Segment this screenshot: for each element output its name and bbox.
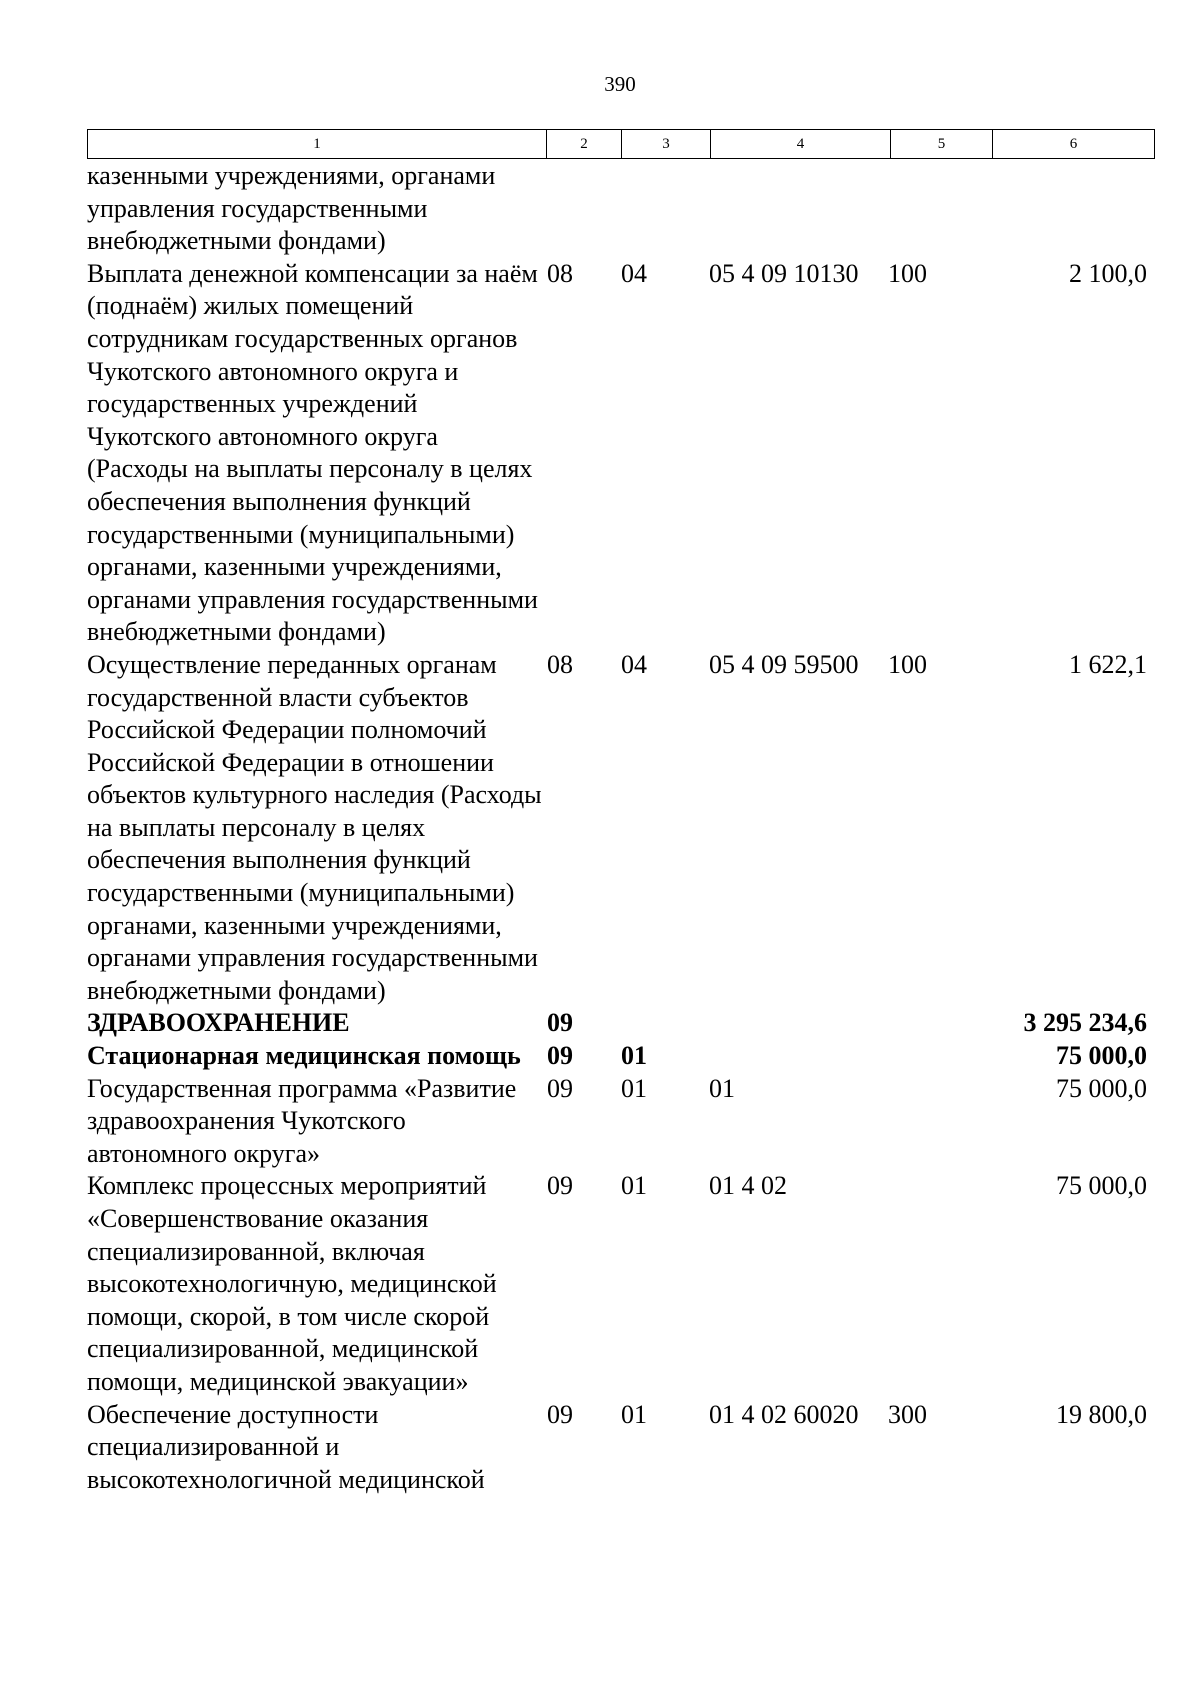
table-body: [87, 160, 1148, 1496]
row-target-article: [707, 1007, 886, 1040]
table-header: [87, 129, 1155, 159]
table-row: [87, 160, 1148, 258]
row-section: [545, 160, 619, 258]
page-number: 390: [604, 72, 636, 96]
row-name: Стационарная медицинская помощь: [87, 1041, 521, 1071]
table-row: [87, 1399, 1148, 1497]
row-target-article: [707, 1040, 886, 1073]
row-subsection: [619, 160, 707, 258]
row-amount: 75 000,0: [1056, 1171, 1147, 1201]
row-target-article: 05 4 09 10130: [709, 258, 859, 288]
row-target-article: [707, 160, 886, 258]
row-amount: [987, 160, 1148, 258]
row-subsection: 04: [621, 258, 647, 288]
row-name: Комплекс процессных мероприятий «Совершенствование оказания специализированной, включая высокотехнологичную, медицинской помощи, скорой, в том числе скорой специализированной, медицинской помощи, медицинской эвакуации»: [87, 1171, 497, 1396]
row-subsection: 01: [621, 1171, 647, 1201]
row-amount: 2 100,0: [1069, 258, 1147, 288]
row-name: Осуществление переданных органам государственной власти субъектов Российской Федерации полномочий Российской Федерации в отношении объектов культурного наследия (Расходы на выплаты персоналу в целях обеспечения выполнения функций государственными (муниципальными) органами, казенными учреждениями, органами управления государственными внебюджетными фондами): [87, 649, 542, 1005]
row-name: Государственная программа «Развитие здравоохранения Чукотского автономного округа»: [87, 1073, 517, 1168]
row-section: 09: [547, 1073, 573, 1103]
row-amount: 75 000,0: [1056, 1041, 1147, 1071]
row-amount: 3 295 234,6: [1023, 1008, 1147, 1038]
row-expense-type: [886, 1040, 987, 1073]
row-subsection: 01: [621, 1399, 647, 1429]
row-amount: 19 800,0: [1056, 1399, 1147, 1429]
row-expense-type: 300: [888, 1399, 927, 1429]
budget-table: [87, 160, 1148, 1496]
row-expense-type: [886, 1073, 987, 1171]
row-section: 08: [547, 258, 573, 288]
row-expense-type: [886, 1007, 987, 1040]
table-row: [87, 258, 1148, 649]
table-row-section-heading: [87, 1007, 1148, 1040]
row-section: 09: [547, 1008, 573, 1038]
table-row-subsection-heading: [87, 1040, 1148, 1073]
row-expense-type: 100: [888, 649, 927, 679]
row-target-article: 01 4 02 60020: [709, 1399, 859, 1429]
table-row: [87, 1170, 1148, 1398]
row-subsection: 01: [621, 1073, 647, 1103]
row-expense-type: [886, 1170, 987, 1398]
row-subsection: [619, 1007, 707, 1040]
row-expense-type: [886, 160, 987, 258]
row-section: 09: [547, 1399, 573, 1429]
row-name: Выплата денежной компенсации за наём (поднаём) жилых помещений сотрудникам государственных органов Чукотского автономного округа и государственных учреждений Чукотского автономного округа (Расходы на выплаты персоналу в целях обеспечения выполнения функций государственными (муниципальными) органами, казенными учреждениями, органами управления государственными внебюджетными фондами): [87, 258, 538, 647]
row-amount: 1 622,1: [1069, 649, 1147, 679]
row-name: ЗДРАВООХРАНЕНИЕ: [87, 1008, 350, 1038]
table-row: [87, 649, 1148, 1008]
row-section: 08: [547, 649, 573, 679]
header-col-1: 1: [88, 130, 547, 159]
row-target-article: 05 4 09 59500: [709, 649, 859, 679]
row-name: Обеспечение доступности специализированной и высокотехнологичной медицинской: [87, 1399, 485, 1494]
header-col-2: 2: [547, 130, 622, 159]
table-row: [87, 1073, 1148, 1171]
header-col-5: 5: [891, 130, 993, 159]
row-target-article: 01: [709, 1073, 735, 1103]
header-col-4: 4: [711, 130, 891, 159]
row-section: 09: [547, 1171, 573, 1201]
row-target-article: 01 4 02: [709, 1171, 787, 1201]
row-section: 09: [547, 1041, 573, 1071]
row-subsection: 04: [621, 649, 647, 679]
header-col-6: 6: [993, 130, 1155, 159]
row-expense-type: 100: [888, 258, 927, 288]
row-amount: 75 000,0: [1056, 1073, 1147, 1103]
header-col-3: 3: [622, 130, 711, 159]
row-name: казенными учреждениями, органами управления государственными внебюджетными фондами): [87, 161, 496, 256]
row-subsection: 01: [621, 1041, 647, 1071]
